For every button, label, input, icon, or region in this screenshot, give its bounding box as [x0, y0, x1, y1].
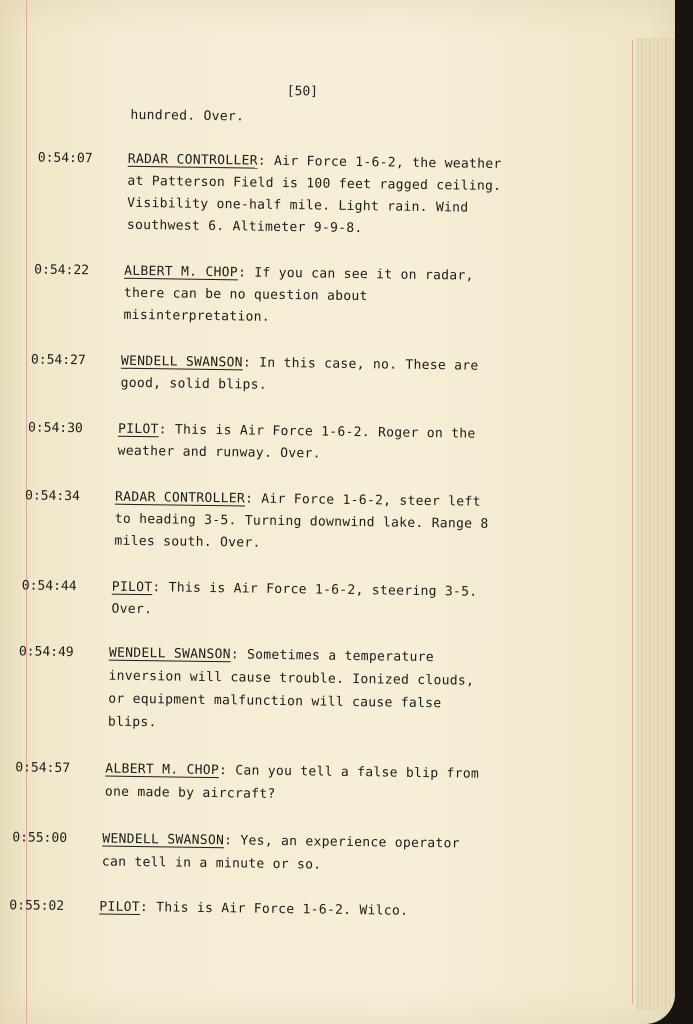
transcript-line: at Patterson Field is 100 feet ragged ceiling.: [127, 173, 502, 195]
transcript-line: miles south. Over.: [114, 533, 261, 551]
speaker-name: PILOT: [111, 579, 153, 596]
timestamp: 0:54:22: [34, 262, 90, 279]
transcript-line: Visibility one-half mile. Light rain. Wind: [127, 195, 469, 216]
transcript-line: inversion will cause trouble. Ionized clouds,: [108, 668, 475, 689]
timestamp: 0:54:44: [21, 578, 77, 595]
speaker-name: PILOT: [99, 899, 141, 916]
timestamp: 0:54:30: [27, 420, 83, 437]
timestamp: 0:54:57: [15, 760, 71, 777]
transcript-line: RADAR CONTROLLER: Air Force 1-6-2, steer left: [114, 489, 481, 510]
transcript-line: to heading 3-5. Turning downwind lake. Range 8: [114, 511, 489, 532]
continuation-line: hundred. Over.: [130, 107, 245, 125]
speaker-name: WENDELL SWANSON: [120, 353, 243, 371]
transcript-line: southwest 6. Altimeter 9-9-8.: [126, 217, 363, 237]
transcript-line: misinterpretation.: [123, 307, 270, 325]
transcript-line: ALBERT M. CHOP: Can you tell a false blip from: [105, 761, 480, 782]
transcript-line: or equipment malfunction will cause false: [108, 691, 442, 712]
speaker-name: WENDELL SWANSON: [102, 831, 225, 849]
transcript-line: good, solid blips.: [120, 375, 268, 393]
page-number: [50]: [286, 84, 319, 100]
transcript-line: weather and runway. Over.: [117, 443, 321, 462]
timestamp: 0:54:34: [24, 488, 80, 505]
transcript-line: WENDELL SWANSON: Yes, an experience operator: [102, 831, 460, 852]
transcript-line: PILOT: This is Air Force 1-6-2. Roger on the: [117, 421, 476, 442]
transcript-line: one made by aircraft?: [104, 784, 276, 802]
speaker-name: ALBERT M. CHOP: [124, 263, 239, 281]
transcript-line: PILOT: This is Air Force 1-6-2. Wilco.: [99, 899, 409, 919]
transcript-line: there can be no question about: [123, 285, 368, 305]
transcript-line: can tell in a minute or so.: [101, 854, 322, 873]
transcript-line: Over.: [111, 601, 153, 618]
transcript-line: PILOT: This is Air Force 1-6-2, steering 3-5.: [111, 579, 478, 600]
timestamp: 0:55:02: [9, 898, 65, 914]
speaker-name: RADAR CONTROLLER: [114, 489, 246, 507]
transcript-line: WENDELL SWANSON: Sometimes a temperature: [108, 645, 435, 666]
timestamp: 0:54:27: [30, 352, 86, 369]
timestamp: 0:55:00: [12, 830, 68, 847]
transcript-line: RADAR CONTROLLER: Air Force 1-6-2, the weather: [127, 151, 502, 173]
speaker-name: WENDELL SWANSON: [108, 645, 231, 663]
transcript-line: blips.: [107, 714, 157, 731]
right-margin-rule: [632, 40, 633, 1004]
transcript-line: WENDELL SWANSON: In this case, no. These are: [120, 353, 479, 374]
timestamp: 0:54:07: [37, 150, 93, 167]
speaker-name: ALBERT M. CHOP: [105, 761, 220, 779]
speaker-name: PILOT: [117, 421, 159, 438]
page-stack-edge: [636, 38, 675, 1010]
timestamp: 0:54:49: [18, 644, 74, 661]
transcript-line: ALBERT M. CHOP: If you can see it on radar,: [124, 263, 474, 284]
speaker-name: RADAR CONTROLLER: [127, 151, 258, 169]
